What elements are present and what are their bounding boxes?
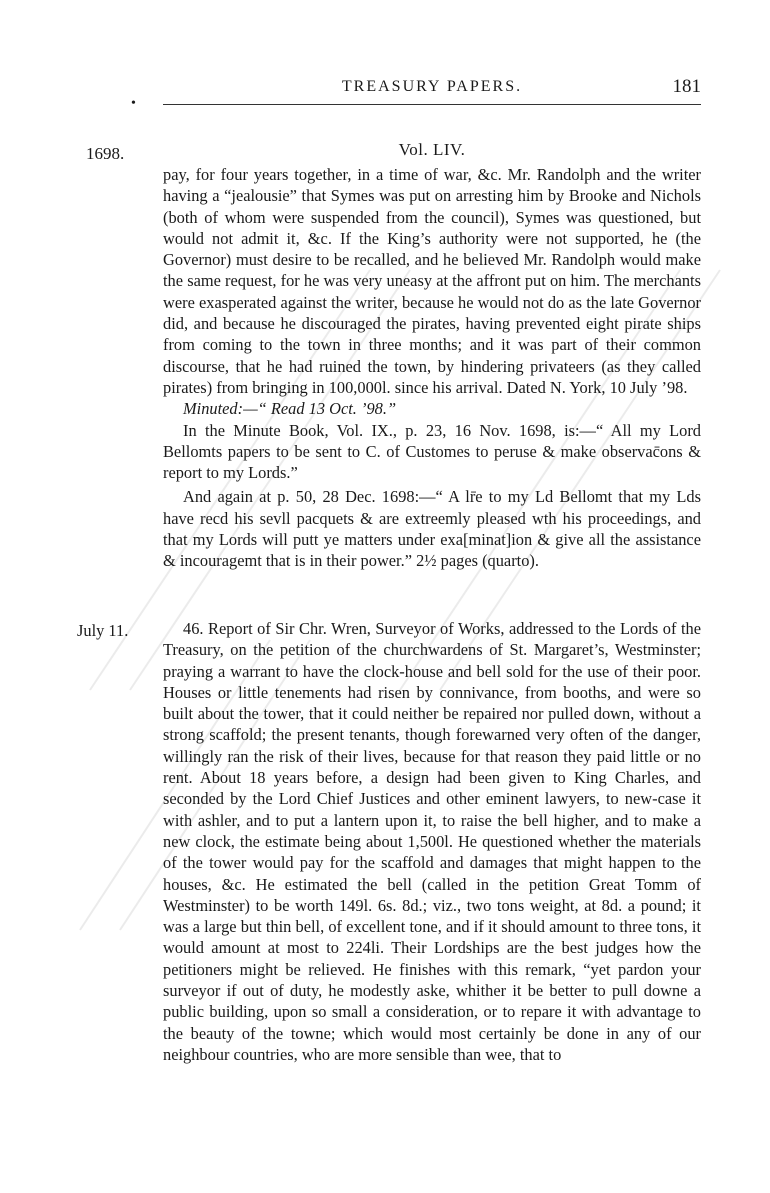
paragraph-minuted: Minuted:—“ Read 13 Oct. ’98.” [183,399,397,419]
running-header [163,76,701,105]
volume-heading: Vol. LIV. [398,140,466,159]
paragraph-letter-body: pay, for four years together, in a time of war, &c. Mr. Randolph and the writer having a “jealousie” that Symes was put on arresting him by Brooke and Nichols (both of whom were suspended from the council), Symes was questioned, but would not admit it, &c. If the King’s authority were not supported, he (the Governor) must desire to be recalled, and he believed Mr. Randolph would make the same request, for he was very uneasy at the affront put on him. The merchants were exasperated against the writer, because he would not do as the late Governor did, and because he discouraged the pirates, having prevented eight pirate ships from coming to the town in three months; and it was part of their common discourse, that he had ruined the town, by hindering privateers (as they called pirates) from bringing in 100,000l. since his arrival. Dated N. York, 10 July ’98. [163,165,701,397]
stray-mark: • [131,96,136,111]
paragraph-again: And again at p. 50, 28 Dec. 1698:—“ A lr̄e to my Ld Bellomt that my Lds have recd his sevll pacquets & are extreemly pleased wth his proceedings, and that my Lords will putt ye matters under exa[minat]ion & give all the assistance & incouragemt that is in their power.” 2½ pages (quarto). [163,487,701,571]
paragraph-minute-book: In the Minute Book, Vol. IX., p. 23, 16 Nov. 1698, is:—“ All my Lord Bellomts papers to be sent to C. of Customes to peruse & make observac̄ons & report to my Lords.” [163,420,701,483]
margin-date: July 11. [77,621,129,640]
page-number: 181 [672,76,701,97]
paragraph-wren-report: 46. Report of Sir Chr. Wren, Surveyor of Works, addressed to the Lords of the Treasury, on the petition of the churchwardens of St. Margaret’s, Westminster; praying a warrant to have the clock-house and bell sold for the use of their poor. Houses or little tenements had risen by connivance, from booths, and were so built about the tower, that it could neither be repaired nor pulled down, without a strong scaffold; the present tenants, though forewarned very often of the danger, willingly ran the risk of their lives, because for that reason they paid little or no rent. About 18 years before, a design had been given to King Charles, and seconded by the Lord Chief Justices and other eminent lawyers, to new-case it with ashler, and to put a lantern upon it, to raise the bell higher, and to make a new clock, the estimate being about 1,500l. He questioned whether the materials of the tower would pay for the scaffold and damages that might happen to the houses, &c. He estimated the bell (called in the petition Great Tomm of Westminster) to be worth 149l. 6s. 8d.; viz., two tons weight, at 8d. a pound; it was a large but thin bell, of excellent tone, and if it should amount to three tons, it would amount at most to 224li. Their Lordships are the best judges how the petitioners might be relieved. He finishes with this remark, “yet pardon your surveyor if out of duty, he modestly aske, whither it be better to pull downe a public building, upon so small a consideration, or to repare it with advantage to the beauty of the towne; which would most certainly be done in any of our neighbour countries, who are more sensible than wee, that to [163,619,701,1064]
entry-46 [163,618,701,1065]
running-title: TREASURY PAPERS. [341,78,523,95]
margin-year: 1698. [86,144,125,163]
entry-continuation [163,164,701,572]
